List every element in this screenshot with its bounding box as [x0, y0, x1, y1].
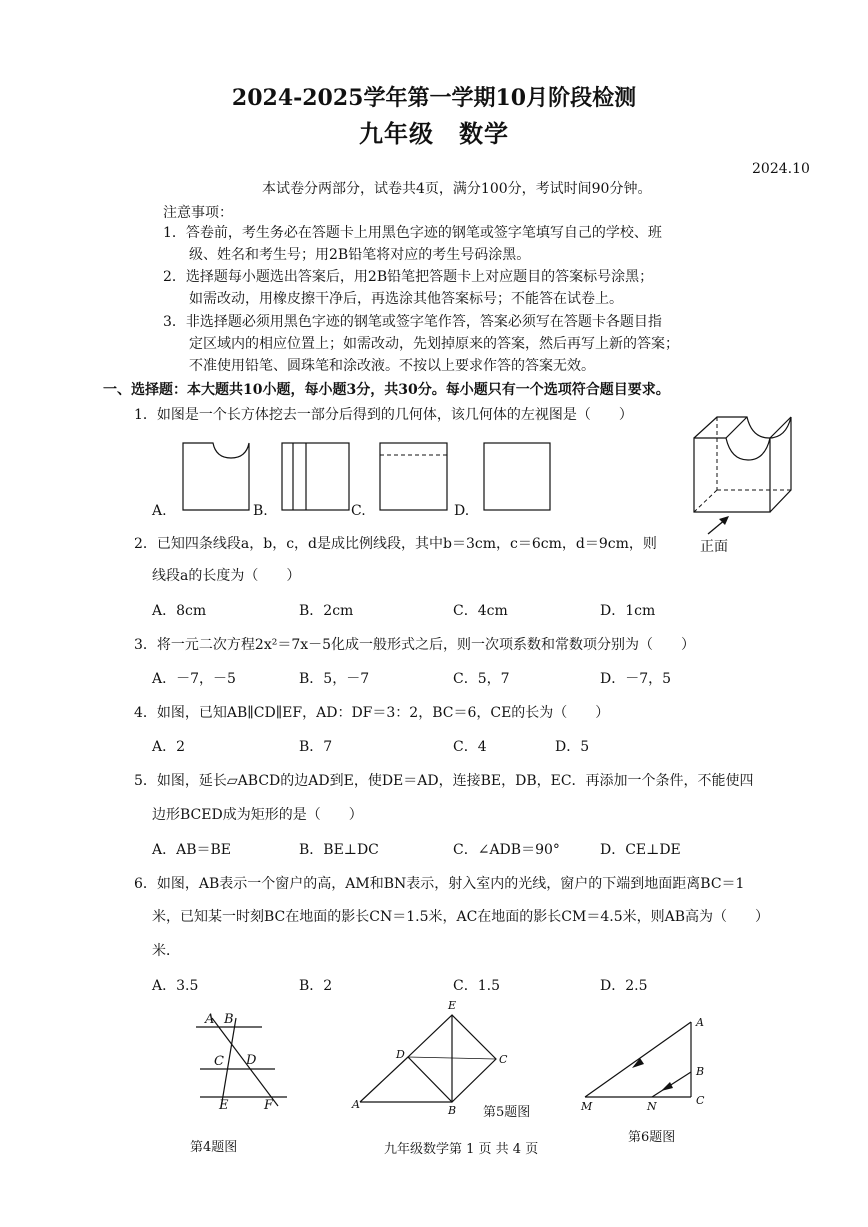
- q6-option-b[interactable]: B．2: [299, 978, 333, 994]
- fig4-label-a: A: [205, 1012, 215, 1027]
- q4-option-a[interactable]: A．2: [152, 739, 186, 755]
- page-footer: 九年级数学第 1 页 共 4 页: [384, 1142, 539, 1157]
- q5-stem-cont: 边形BCED成为矩形的是（ ）: [152, 807, 363, 823]
- fig6-caption: 第6题图: [628, 1130, 676, 1145]
- q5-option-a[interactable]: A．AB＝BE: [152, 842, 232, 858]
- notice-line: 2．选择题每小题选出答案后，用2B铅笔把答题卡上对应题目的答案标号涂黑；: [163, 269, 654, 285]
- fig5-label-b: B: [448, 1104, 457, 1117]
- q3-stem: 3．将一元二次方程2x²＝7x－5化成一般形式之后，则一次项系数和常数项分别为（ ）: [134, 637, 696, 653]
- fig6-label-n: N: [647, 1100, 657, 1113]
- q6-option-d[interactable]: D．2.5: [600, 978, 648, 994]
- q3-option-a[interactable]: A．－7，－5: [152, 671, 236, 687]
- fig4-label-c: C: [214, 1054, 224, 1069]
- q1-option-b[interactable]: B.: [253, 503, 268, 519]
- q1-front-label: 正面: [700, 539, 728, 555]
- q4-stem: 4．如图，已知AB∥CD∥EF，AD：DF＝3：2，BC＝6，CE的长为（ ）: [134, 705, 610, 721]
- exam-title: 2024-2025学年第一学期10月阶段检测: [231, 85, 637, 111]
- notice-line: 定区域内的相应位置上；如需改动，先划掉原来的答案，然后再写上新的答案；: [189, 336, 679, 352]
- q2-stem: 2．已知四条线段a，b，c，d是成比例线段，其中b＝3cm，c＝6cm，d＝9cm，则: [134, 536, 657, 552]
- q6-option-a[interactable]: A．3.5: [152, 978, 199, 994]
- fig5-label-a: A: [352, 1098, 360, 1111]
- notice-line: 1．答卷前，考生务必在答题卡上用黑色字迹的钢笔或签字笔填写自己的学校、班: [163, 225, 662, 241]
- notice-line: 不准使用铅笔、圆珠笔和涂改液。不按以上要求作答的答案无效。: [189, 358, 595, 374]
- q4-option-c[interactable]: C．4: [453, 739, 487, 755]
- q1-stem: 1．如图是一个长方体挖去一部分后得到的几何体，该几何体的左视图是（ ）: [134, 407, 633, 423]
- fig5-label-c: C: [499, 1053, 508, 1066]
- fig5-label-d: D: [396, 1048, 405, 1061]
- q2-option-a[interactable]: A．8cm: [152, 603, 207, 619]
- section-heading: 一、选择题：本大题共10小题，每小题3分，共30分。每小题只有一个选项符合题目要求。: [103, 382, 670, 398]
- fig6-label-b: B: [696, 1065, 705, 1078]
- q2-option-d[interactable]: D．1cm: [600, 603, 656, 619]
- fig4-label-d: D: [246, 1053, 257, 1068]
- fig4-label-e: E: [219, 1098, 229, 1113]
- q3-option-d[interactable]: D．－7，5: [600, 671, 672, 687]
- q4-option-d[interactable]: D．5: [555, 739, 590, 755]
- q2-option-c[interactable]: C．4cm: [453, 603, 508, 619]
- q6-stem-end: 米．: [152, 943, 180, 959]
- notice-line: 级、姓名和考生号；用2B铅笔将对应的考生号码涂黑。: [189, 247, 531, 263]
- q1-option-c[interactable]: C.: [351, 503, 366, 519]
- notice-heading: 注意事项：: [163, 205, 233, 221]
- q5-stem: 5．如图，延长▱ABCD的边AD到E，使DE＝AD，连接BE，DB，EC．再添加一个条件，不能使四: [134, 773, 754, 789]
- q6-stem-cont: 米，已知某一时刻BC在地面的影长CN＝1.5米，AC在地面的影长CM＝4.5米，则AB高为（ ）: [152, 909, 770, 925]
- q5-option-b[interactable]: B．BE⊥DC: [299, 842, 379, 858]
- fig4-label-f: F: [264, 1098, 274, 1113]
- q5-option-c[interactable]: C．∠ADB＝90°: [453, 842, 560, 858]
- fig4-caption: 第4题图: [190, 1140, 238, 1155]
- q4-option-b[interactable]: B．7: [299, 739, 333, 755]
- q3-option-c[interactable]: C．5，7: [453, 671, 510, 687]
- q1-option-d[interactable]: D.: [454, 503, 470, 519]
- q6-stem: 6．如图，AB表示一个窗户的高，AM和BN表示，射入室内的光线，窗户的下端到地面距离BC＝1: [134, 876, 745, 892]
- fig6-label-c: C: [696, 1094, 705, 1107]
- q2-stem-cont: 线段a的长度为（ ）: [152, 568, 301, 584]
- notice-line: 3．非选择题必须用黑色字迹的钢笔或签字笔作答，答案必须写在答题卡各题目指: [163, 314, 662, 330]
- q2-option-b[interactable]: B．2cm: [299, 603, 354, 619]
- fig5-label-e: E: [448, 999, 457, 1012]
- fig6-label-a: A: [696, 1016, 704, 1029]
- notice-line: 如需改动，用橡皮擦干净后，再选涂其他答案标号；不能答在试卷上。: [189, 291, 623, 307]
- fig5-caption: 第5题图: [483, 1105, 531, 1120]
- q6-option-c[interactable]: C．1.5: [453, 978, 500, 994]
- fig4-label-b: B: [224, 1012, 234, 1027]
- q1-option-a[interactable]: A.: [152, 503, 167, 519]
- fig6-label-m: M: [581, 1100, 593, 1113]
- exam-intro: 本试卷分两部分，试卷共4页，满分100分，考试时间90分钟。: [262, 181, 652, 197]
- exam-date: 2024.10: [752, 161, 810, 177]
- exam-subject-title: 九年级 数学: [359, 119, 509, 148]
- q5-option-d[interactable]: D．CE⊥DE: [600, 842, 681, 858]
- q3-option-b[interactable]: B．5，－7: [299, 671, 370, 687]
